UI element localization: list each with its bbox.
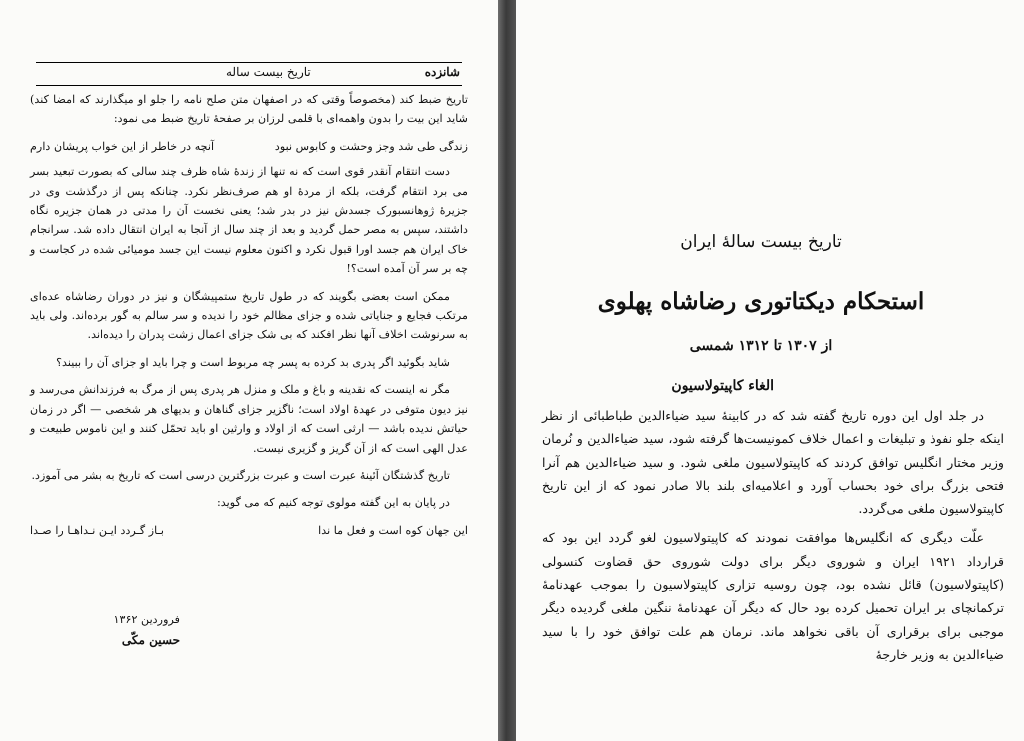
intro-line-2: کند) شاید این بیت را بدون واهمه‌ای با قلمی لرزان بر صفحهٔ تاریخ ضبط می نمود: xyxy=(30,93,468,126)
book-title: استحکام دیکتاتوری رضاشاه پهلوی xyxy=(597,288,925,315)
verse-2-hemistich-left: بـاز گـردد ایـن نـداهـا را صـدا xyxy=(30,523,164,537)
intro-line-1: تاریخ ضبط کند (مخصوصاً وقتی که در اصفهان متن صلح نامه را جلو او میگذارند که امضا xyxy=(53,93,468,106)
left-page-body xyxy=(30,90,468,546)
period-subtitle: از ۱۳۰۷ تا ۱۳۱۲ شمسی xyxy=(689,338,833,354)
paragraph: علّت دیگری که انگلیس‌ها موافقت نمودند که کاپیتولاسیون لغو گردد این بود که قرارداد ۱۹۲۱ ایران و شوروی دیگر برای دولت شوروی حق قضاوت کنسولی (کاپیتولاسیون) قائل نشده بود، چون روسیه تزاری کاپیتولاسیون را بموجب عهدنامهٔ ترکمانچای بر ایران تحمیل کرده بود حال که دیگر آن عهدنامهٔ ننگین ملغی گردیده دیگر موجبی برای برقراری آن باقی نخواهد ماند. نرمان هم علت توافق خود را با سید ضیاءالدین به وزیر خارجهٔ xyxy=(542,530,1004,662)
signature-date: فروردین ۱۳۶۲ xyxy=(113,613,180,626)
verse-couplet-1 xyxy=(30,137,468,156)
book-gutter xyxy=(498,0,516,741)
signature-block xyxy=(60,610,180,650)
signature-author: حسین مکّی xyxy=(121,633,180,647)
paragraph: مگر نه اینست که نقدینه و باغ و ملک و منزل هر پدری پس از مرگ به فرزندانش می‌رسد و نیز دیون متوفی در عهدهٔ اولاد است؛ ناگزیر جزای گناهان و بدیهای هر شخصی — اگر در زمان حیاتش ندیده باشد — ارثی است که از اولاد و وارثین او باید تحمّل کنند و این ناموس طبیعت و عدل الهی است که از آن گریز و گزیری نیست. xyxy=(30,383,468,455)
verse-1-hemistich-left: آنچه در خاطر از این خواب پریشان دارم xyxy=(30,139,215,153)
verse-couplet-2 xyxy=(30,521,468,540)
verse-1-hemistich-right: زندگی طی شد وجز وحشت و کابوس نبود xyxy=(274,139,468,153)
paragraph: در پایان به این گفته مولوی توجه کنیم که می گوید: xyxy=(217,496,450,510)
right-page xyxy=(516,0,1024,741)
paragraph: در جلد اول این دوره تاریخ گفته شد که در کابینهٔ سید ضیاءالدین طباطبائی از نظر اینکه جلو نفوذ و تبلیغات و اعمال خلاف کمونیست‌ها گرفته شود، سید ضیاءالدین و نُرمان وزیر مختار انگلیس توافق کردند که کاپیتولاسیون ملغی شود. و سید ضیاءالدین هم آنرا فتحی بزرگ برای خود بحساب آورد و اعلامیه‌ای بلند بالا صادر نمود که از این تاریخ کاپیتولاسیون ملغی می‌گردد. xyxy=(542,408,1004,517)
running-head: تاریخ بیست ساله xyxy=(226,65,311,79)
series-title: تاریخ بیست سالهٔ ایران xyxy=(680,232,842,252)
left-page xyxy=(0,0,498,741)
right-page-body xyxy=(542,404,1004,672)
paragraph: دست انتقام آنقدر قوی است که نه تنها از زندهٔ شاه ظرف چند سالی که بصورت تبعید بسر می برد انتقام گرفت، بلکه از مردهٔ او هم صرف‌نظر نکرد. چنانکه پس از درگذشت وی در جزیرهٔ ژوهانسبورک جسدش نیز در بدر شد؛ یعنی نخست آن را مدتی در همان جزیره نگاه داشتند، سپس به مصر حمل گردید و بعد از چند سال از آنجا به ایران انتقال داده شد. سرانجام خاک ایران هم جسد اورا قبول نکرد و اکنون معلوم نیست این جسد مومیائی شده در کجاست و چه بر سر آن آمده است؟! xyxy=(30,165,468,276)
section-heading: الغاء کاپیتولاسیون xyxy=(671,378,774,394)
paragraph: تاریخ گذشتگان آئینهٔ عبرت است و عبرت بزرگترین درسی است که تاریخ به بشر می آموزد. xyxy=(31,468,450,482)
page-number: شانزده xyxy=(424,65,460,79)
page-header xyxy=(36,62,462,86)
verse-2-hemistich-right: این جهان کوه است و فعل ما ندا xyxy=(318,523,468,537)
paragraph: ممکن است بعضی بگویند که در طول تاریخ ستمپیشگان و نیز در دوران رضاشاه عده‌ای مرتکب فجایع و جنایاتی شده و جزای مظالم خود را ندیده و سر سالم به گور برده‌اند. ولی باید به سرنوشت اخلاف آنها نظر افکند که بی شک جزای اعمال زشت پدران را دیده‌اند. xyxy=(30,289,468,342)
paragraph: شاید بگوئید اگر پدری بد کرده به پسر چه مربوط است و چرا باید او جزای آن را ببیند؟ xyxy=(56,355,450,369)
intro-paragraph xyxy=(30,90,468,129)
